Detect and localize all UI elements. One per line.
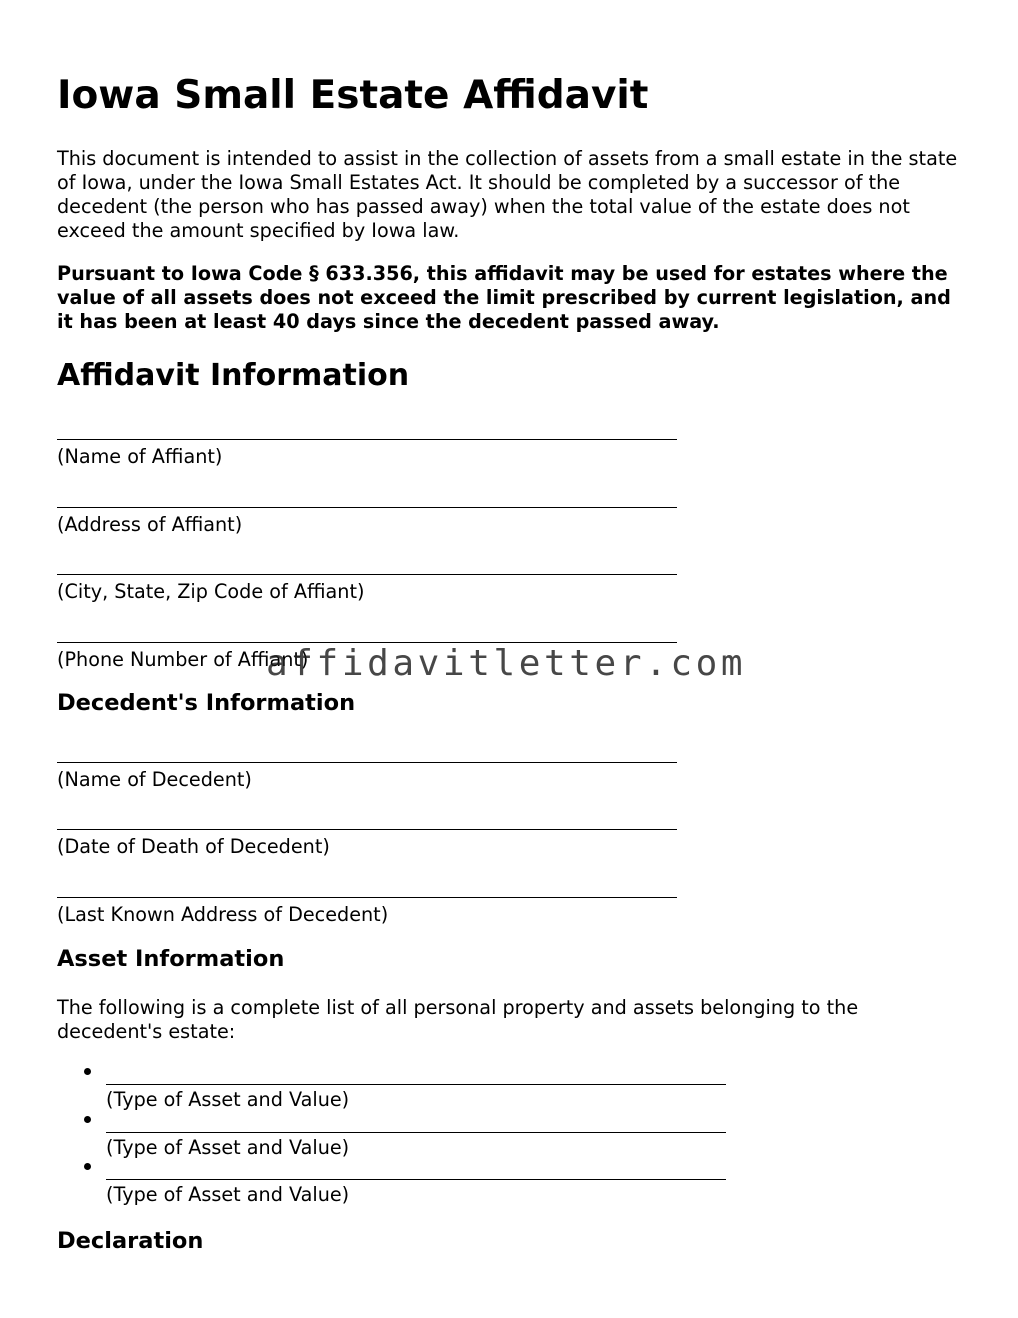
watermark: affidavitletter.com bbox=[266, 643, 747, 684]
decedent-address-line[interactable] bbox=[57, 897, 677, 898]
intro-paragraph: This document is intended to assist in the collection of assets from a small estate in the state of Iowa, under the Iowa Small Estates Act. It should be completed by a successor of the decedent (the person who has passed away) when the total value of the estate does not exceed the amount specified by Iowa law. bbox=[57, 147, 958, 242]
decedent-address-field[interactable] bbox=[57, 897, 677, 927]
asset-list-item bbox=[80, 1064, 740, 1112]
affiant-city-state-zip-field[interactable] bbox=[57, 574, 677, 604]
decedent-date-of-death-line[interactable] bbox=[57, 829, 677, 830]
bullet-icon bbox=[84, 1068, 91, 1075]
decedent-name-line[interactable] bbox=[57, 762, 677, 763]
decedent-address-caption: (Last Known Address of Decedent) bbox=[57, 903, 389, 926]
declaration-heading: Declaration bbox=[57, 1228, 204, 1254]
asset-information-heading: Asset Information bbox=[57, 946, 285, 972]
asset-entry-line[interactable] bbox=[106, 1132, 726, 1133]
affidavit-information-heading: Affidavit Information bbox=[57, 358, 410, 393]
affiant-address-caption: (Address of Affiant) bbox=[57, 513, 243, 536]
asset-list bbox=[80, 1064, 740, 1207]
asset-entry-caption: (Type of Asset and Value) bbox=[106, 1088, 350, 1111]
affiant-city-state-zip-caption: (City, State, Zip Code of Affiant) bbox=[57, 580, 365, 603]
decedent-date-of-death-caption: (Date of Death of Decedent) bbox=[57, 835, 330, 858]
bullet-icon bbox=[84, 1116, 91, 1123]
bullet-icon bbox=[84, 1163, 91, 1170]
affiant-name-caption: (Name of Affiant) bbox=[57, 445, 223, 468]
affiant-name-line[interactable] bbox=[57, 439, 677, 440]
affiant-address-line[interactable] bbox=[57, 507, 677, 508]
decedent-information-heading: Decedent's Information bbox=[57, 690, 356, 716]
decedent-date-of-death-field[interactable] bbox=[57, 829, 677, 859]
asset-entry-caption: (Type of Asset and Value) bbox=[106, 1183, 350, 1206]
decedent-name-field[interactable] bbox=[57, 762, 677, 792]
affiant-city-state-zip-line[interactable] bbox=[57, 574, 677, 575]
asset-list-item bbox=[80, 1159, 740, 1207]
affiant-address-field[interactable] bbox=[57, 507, 677, 537]
decedent-name-caption: (Name of Decedent) bbox=[57, 768, 252, 791]
document-title: Iowa Small Estate Affidavit bbox=[57, 73, 649, 118]
asset-list-item bbox=[80, 1112, 740, 1160]
asset-entry-caption: (Type of Asset and Value) bbox=[106, 1135, 350, 1159]
affiant-phone-caption: (Phone Number of Affiant) bbox=[57, 648, 309, 671]
legal-notice: Pursuant to Iowa Code § 633.356, this affidavit may be used for estates where the value of all assets does not exceed the limit prescribed by current legislation, and it has been at least 40 days since the decedent passed away. bbox=[57, 262, 951, 333]
asset-intro-paragraph: The following is a complete list of all personal property and assets belonging to the decedent's estate: bbox=[57, 996, 859, 1043]
asset-entry-line[interactable] bbox=[106, 1179, 726, 1180]
asset-entry-line[interactable] bbox=[106, 1084, 726, 1085]
affiant-name-field[interactable] bbox=[57, 439, 677, 469]
